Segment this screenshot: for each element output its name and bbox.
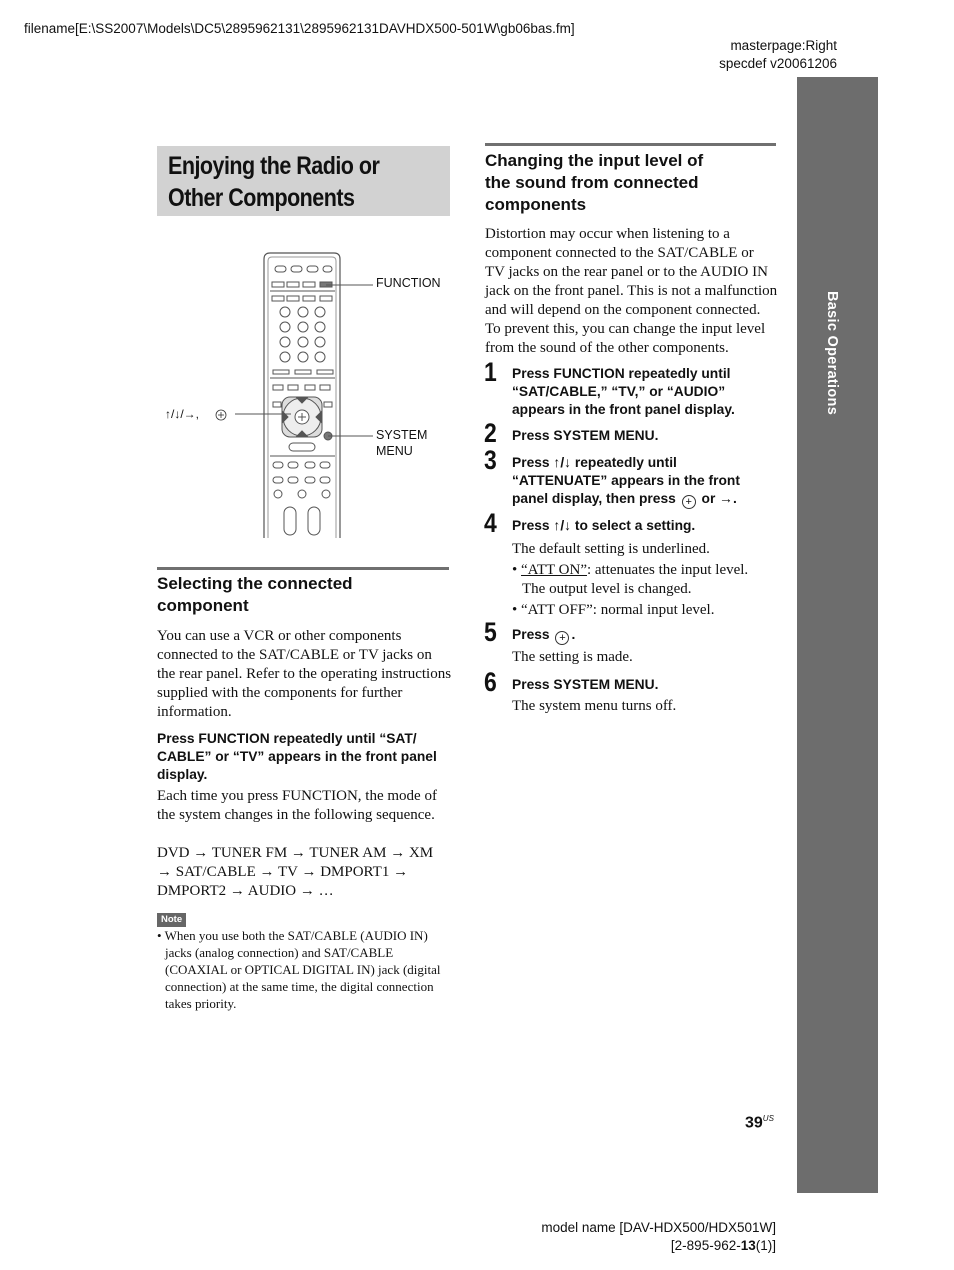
- left-instruction: [157, 730, 452, 784]
- step-line: “SAT/CABLE,” “TV,” or “AUDIO”: [512, 384, 726, 399]
- heading-line: Changing the input level of: [485, 151, 704, 170]
- step-4-number: 4: [484, 508, 497, 538]
- code-bold: 13: [740, 1238, 756, 1253]
- section-title-line1: Enjoying the Radio or: [168, 152, 380, 180]
- intro-line: jack on the front panel. This is not a malfunction: [485, 283, 778, 299]
- para-line: information.: [157, 704, 232, 720]
- remote-figure: [157, 245, 450, 541]
- step-6-text: Press SYSTEM MENU.: [512, 677, 659, 692]
- para-line: supplied with the components for further: [157, 685, 403, 701]
- step-line: appears in the front panel display.: [512, 402, 735, 417]
- note-text: [157, 927, 457, 1012]
- note-badge: Note: [157, 913, 186, 927]
- page-number: [745, 1114, 774, 1132]
- label-system-line2: MENU: [376, 444, 413, 458]
- step-3-number: 3: [484, 445, 497, 475]
- section-title: [168, 150, 460, 214]
- side-tab-label: Basic Operations: [824, 291, 840, 416]
- step-5-press: Press: [512, 627, 550, 642]
- sequence-line: DMPORT2 → AUDIO → …: [157, 883, 334, 899]
- step-5-number: 5: [484, 617, 497, 647]
- intro-line: component connected to the SAT/CABLE or: [485, 245, 754, 261]
- heading-line: components: [485, 195, 587, 214]
- header-meta: [719, 37, 837, 73]
- enter-button-icon: +: [555, 631, 569, 645]
- section-rule-left: [157, 567, 449, 570]
- intro-line: To prevent this, you can change the input level: [485, 321, 766, 337]
- code-suffix: (1)]: [755, 1238, 776, 1253]
- function-sequence: [157, 844, 452, 901]
- option-att-on: [512, 561, 782, 580]
- step-5-text: [512, 626, 575, 645]
- att-on-desc-2: The output level is changed.: [522, 581, 692, 597]
- step-1-number: 1: [484, 357, 497, 387]
- att-on-desc: : attenuates the input level.: [586, 562, 749, 578]
- default-setting-note: The default setting is underlined.: [512, 541, 710, 557]
- intro-line: from the sound of the other components.: [485, 340, 729, 356]
- page-number-value: 39: [745, 1114, 763, 1132]
- footer-model-name: model name [DAV-HDX500/HDX501W]: [541, 1220, 776, 1235]
- step-1-text: [512, 365, 777, 419]
- page-number-suffix: US: [762, 1114, 774, 1123]
- heading-line2: component: [157, 596, 249, 615]
- step-line: [512, 490, 777, 509]
- heading-line: the sound from connected: [485, 173, 699, 192]
- header-masterpage: masterpage:Right: [730, 38, 837, 53]
- step-6-desc: The system menu turns off.: [512, 698, 677, 714]
- label-arrows: ↑/↓/→,: [165, 407, 200, 421]
- left-each-time: [157, 787, 452, 825]
- each-time-line: the system changes in the following sequence.: [157, 807, 435, 823]
- para-line: connected to the SAT/CABLE or TV jacks on: [157, 647, 432, 663]
- step-2-text: Press SYSTEM MENU.: [512, 428, 659, 443]
- label-system-line1: SYSTEM: [376, 428, 428, 442]
- side-tab: [797, 77, 878, 1193]
- left-paragraph: [157, 627, 452, 722]
- right-intro: [485, 225, 780, 358]
- para-line: You can use a VCR or other components: [157, 628, 402, 644]
- each-time-line: Each time you press FUNCTION, the mode of: [157, 788, 437, 804]
- intro-line: and will depend on the component connected.: [485, 302, 761, 318]
- step-4-details: [512, 540, 782, 620]
- header-filename: filename[E:\SS2007\Models\DC5\2895962131\2895962131DAVHDX500-501W\gb06bas.fm]: [24, 21, 575, 36]
- note-line: takes priority.: [165, 996, 237, 1011]
- step-3-line3-end: or →.: [701, 491, 737, 506]
- sequence-line: → SAT/CABLE → TV → DMPORT1 →: [157, 864, 409, 880]
- footer-code: [541, 1237, 776, 1255]
- step-2-number: 2: [484, 418, 497, 448]
- note-line: • When you use both the SAT/CABLE (AUDIO IN): [157, 928, 428, 943]
- step-3-text: [512, 454, 777, 509]
- step-line: “ATTENUATE” appears in the front: [512, 473, 740, 488]
- label-system-menu: [376, 427, 427, 459]
- label-function: FUNCTION: [376, 276, 441, 290]
- step-6-number: 6: [484, 667, 497, 697]
- instr-line: display.: [157, 767, 208, 782]
- heading-changing-input-level: [485, 150, 776, 216]
- intro-line: TV jacks on the rear panel or to the AUDIO IN: [485, 264, 768, 280]
- note-line: jacks (analog connection) and SAT/CABLE: [165, 945, 394, 960]
- note-line: (COAXIAL or OPTICAL DIGITAL IN) jack (digital: [165, 962, 441, 977]
- header-specdef: specdef v20061206: [719, 56, 837, 71]
- bullet: •: [512, 562, 522, 578]
- footer-model: [541, 1219, 776, 1255]
- intro-line: Distortion may occur when listening to a: [485, 226, 730, 242]
- step-3-line3-start: panel display, then press: [512, 491, 676, 506]
- step-5-period: .: [571, 627, 576, 642]
- note-line: connection) at the same time, the digital connection: [165, 979, 434, 994]
- enter-button-icon: +: [682, 495, 696, 509]
- sequence-line: DVD → TUNER FM → TUNER AM → XM: [157, 845, 434, 861]
- step-4-text: Press ↑/↓ to select a setting.: [512, 518, 696, 533]
- section-rule-right: [485, 143, 776, 146]
- step-line: Press FUNCTION repeatedly until: [512, 366, 731, 381]
- section-title-line2: Other Components: [168, 184, 355, 212]
- heading-line1: Selecting the connected: [157, 574, 353, 593]
- code-prefix: [2-895-962-: [670, 1238, 741, 1253]
- instr-line: Press FUNCTION repeatedly until “SAT/: [157, 731, 417, 746]
- step-line: Press ↑/↓ repeatedly until: [512, 455, 677, 470]
- option-att-off: • “ATT OFF”: normal input level.: [512, 602, 715, 618]
- step-5-desc: The setting is made.: [512, 649, 633, 665]
- instr-line: CABLE” or “TV” appears in the front panel: [157, 749, 437, 764]
- section-title-box: [157, 146, 450, 216]
- heading-selecting-component: [157, 573, 449, 617]
- para-line: the rear panel. Refer to the operating instructions: [157, 666, 452, 682]
- att-on-label: “ATT ON”: [521, 562, 587, 578]
